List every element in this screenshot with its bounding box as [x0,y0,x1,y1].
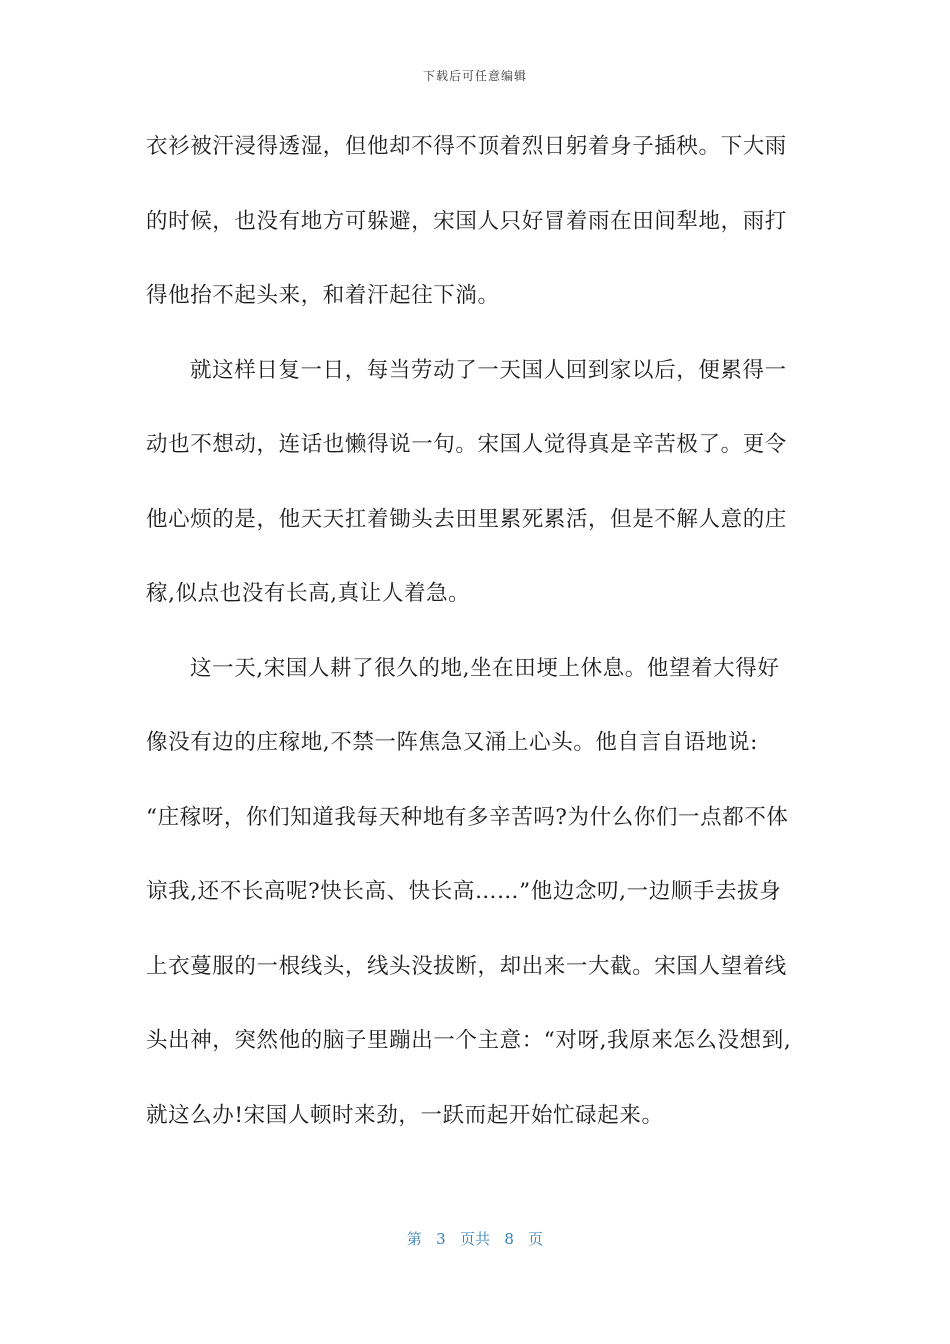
current-page-number: 3 [436,1230,446,1248]
text-line: 稼,似点也没有长高,真让人着急。 [146,581,471,606]
page-footer [0,1228,950,1249]
total-page-count: 8 [504,1230,514,1248]
body-text [146,124,814,1167]
text-line: 动也不想动，连话也懒得说一句。宋国人觉得真是辛苦极了。更令 [146,432,787,457]
text-line: 他心烦的是，他天天扛着锄头去田里累死累活，但是不解人意的庄 [146,506,787,532]
text-line: 像没有边的庄稼地,不禁一阵焦急又涌上心头。他自言自语地说: [146,730,758,755]
footer-page-label: 第 [406,1230,422,1248]
text-line: “庄稼呀，你们知道我每天种地有多辛苦吗?为什么你们一点都不体 [146,804,789,830]
text-line: 的时候，也没有地方可躲避，宋国人只好冒着雨在田间犁地，雨打 [146,208,787,234]
text-line: 上衣蔓服的一根线头，线头没拔断，却出来一大截。宋国人望着线 [146,953,787,979]
paragraph-start-line: 就这样日复一日，每当劳动了一天国人回到家以后，便累得一 [190,357,787,383]
text-line: 就这么办!宋国人顿时来劲，一跃而起开始忙碌起来。 [146,1102,664,1128]
text-line: 得他抬不起头来，和着汗起往下淌。 [146,283,500,308]
footer-total-prefix: 页共 [459,1230,490,1248]
text-line: 头出神，突然他的脑子里蹦出一个主意：“对呀,我原来怎么没想到, [146,1028,792,1053]
footer-total-suffix: 页 [528,1230,544,1248]
paragraph-start-line: 这一天,宋国人耕了很久的地,坐在田埂上休息。他望着大得好 [190,655,780,681]
text-line: 谅我,还不长高呢?快长高、快长高……”他边念叨,一边顺手去拔身 [146,879,782,904]
header-note: 下载后可任意编辑 [422,69,527,83]
text-line: 衣衫被汗浸得透湿，但他却不得不顶着烈日躬着身子插秧。下大雨 [146,134,787,159]
